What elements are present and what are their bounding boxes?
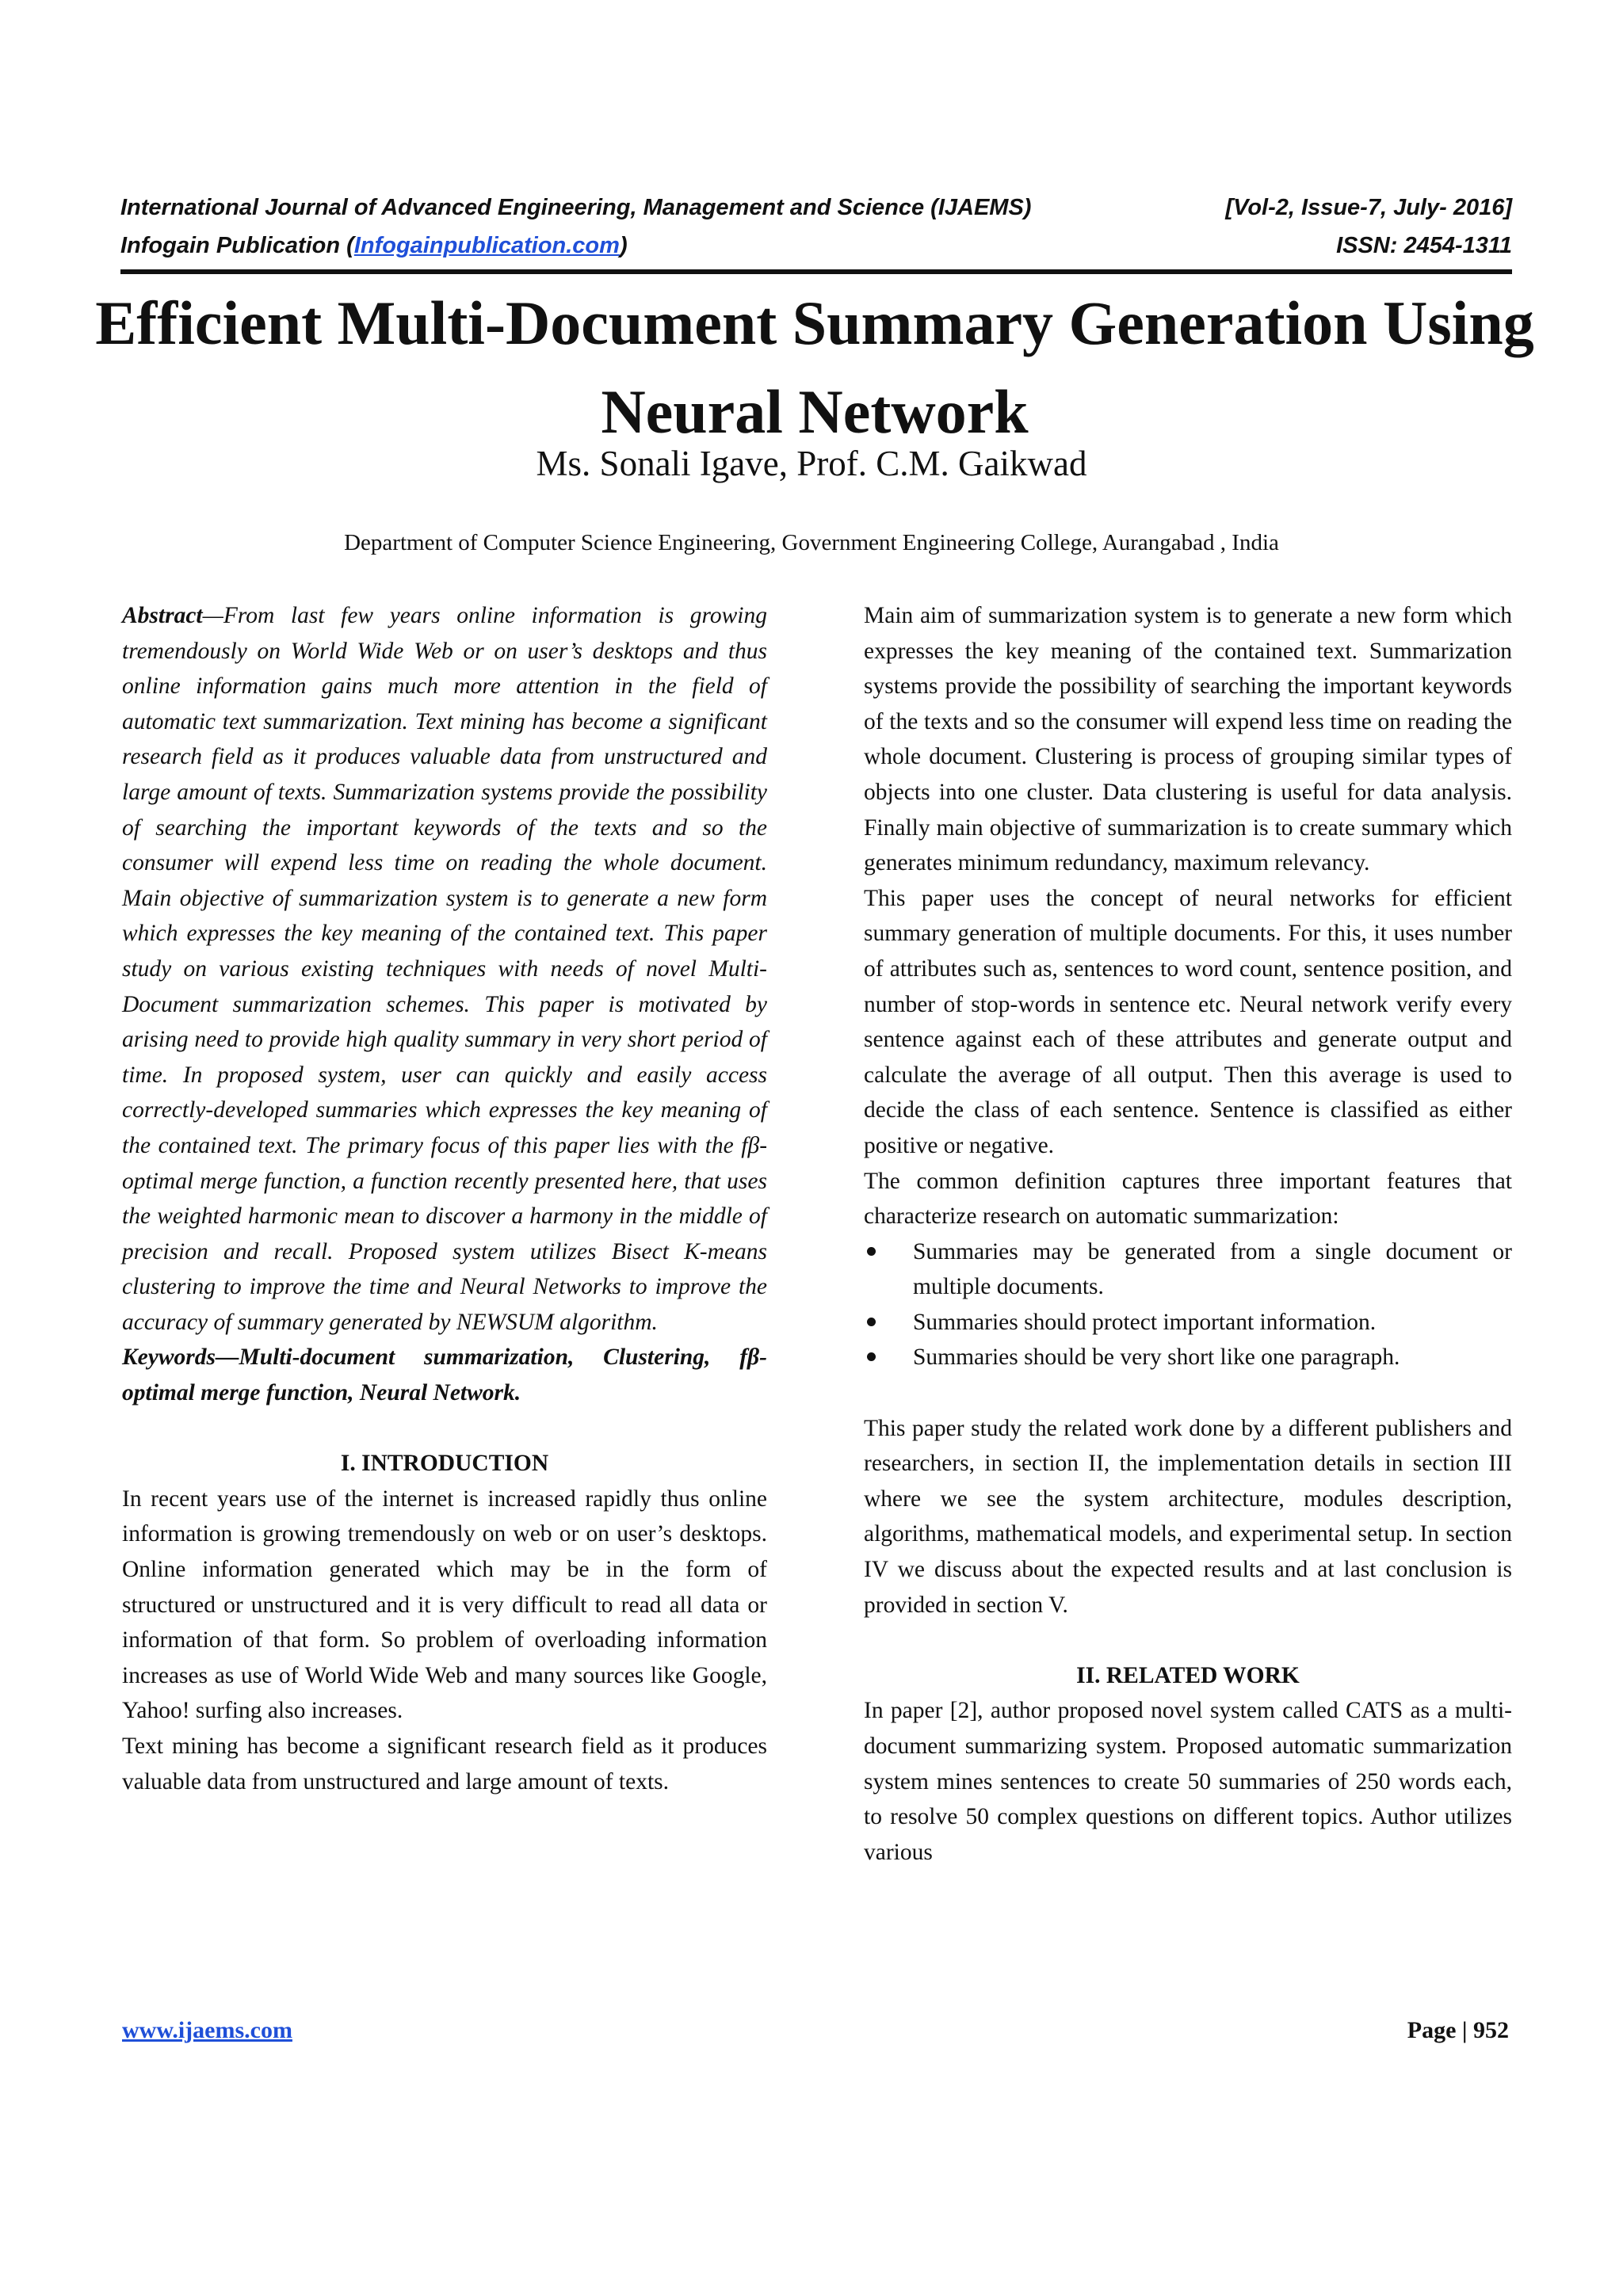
running-header bbox=[120, 189, 1512, 265]
page-number: Page | 952 bbox=[1407, 2017, 1509, 2043]
list-item: Summaries should be very short like one paragraph. bbox=[864, 1340, 1512, 1375]
right-paragraph-5: In paper [2], author proposed novel system called CATS as a multi-document summarizing system. Proposed automatic summarization system mines sentences to create 50 summaries of 250 words each, to resolve 50 complex questions on different topics. Author utilizes various bbox=[864, 1698, 1512, 1865]
keywords: Keywords—Multi-document summarization, Clustering, fβ-optimal merge function, Neural Network. bbox=[122, 1344, 767, 1406]
spacer bbox=[122, 1411, 767, 1447]
section-heading-related-work: II. RELATED WORK bbox=[1076, 1662, 1300, 1688]
abstract-label: Abstract bbox=[122, 603, 203, 628]
bullet-icon bbox=[867, 1247, 876, 1256]
header-divider bbox=[120, 269, 1512, 274]
right-paragraph-4: This paper study the related work done by a different publishers and researchers, in section II, the implementation details in section III where we see the system architecture, modules description, algorithms, mathematical models, and experimental setup. In section IV we discuss about the expected results and at last conclusion is provided in section V. bbox=[864, 1415, 1512, 1618]
abstract: Abstract—From last few years online information is growing tremendously on World Wide Web or on user’s desktops and thus online information gains much more attention in the field of automatic text summarization. Text mining has become a significant research field as it produces valuable data from unstructured and large amount of texts. Summarization systems provide the possibility of searching the important keywords of the texts and so the consumer will expend less time on reading the whole document. Main objective of summarization system is to generate a new form which expresses the key meaning of the contained text. This paper study on various existing techniques with needs of novel Multi-Document summarization schemes. This paper is motivated by arising need to provide high quality summary in very short period of time. In proposed system, user can quickly and easily access correctly-developed summaries which expresses the key meaning of the contained text. The primary focus of this paper lies with the fβ-optimal merge function, a function recently presented here, that uses the weighted harmonic mean to discover a harmony in the middle of precision and recall. Proposed system utilizes Bisect K-means clustering to improve the time and Neural Networks to improve the accuracy of summary generated by NEWSUM algorithm. bbox=[122, 603, 768, 1335]
right-paragraph-1: Main aim of summarization system is to generate a new form which expresses the key meaning of the contained text. Summarization systems provide the possibility of searching the important keywords of the texts and so the consumer will expend less time on reading the whole document. Clustering is process of grouping similar types of objects into one cluster. Data clustering is useful for data analysis. Finally main objective of summarization is to create summary which generates minimum redundancy, maximum relevancy. bbox=[864, 603, 1512, 876]
issn: ISSN: 2454-1311 bbox=[1336, 233, 1512, 258]
header-row-1 bbox=[120, 189, 1512, 227]
footer-url-link[interactable]: www.ijaems.com bbox=[122, 2017, 292, 2043]
intro-paragraph-2: Text mining has become a significant research field as it produces valuable data from unstructured and large amount of texts. bbox=[122, 1733, 767, 1794]
journal-name: International Journal of Advanced Engineering, Management and Science (IJAEMS) bbox=[120, 195, 1032, 220]
bullet-icon bbox=[867, 1352, 876, 1361]
f-beta-symbol: fβ bbox=[741, 1132, 760, 1158]
right-paragraph-3: The common definition captures three important features that characterize research on automatic summarization: bbox=[864, 1168, 1512, 1230]
left-column bbox=[122, 598, 767, 1799]
author-affiliation: Department of Computer Science Engineering, Government Engineering College, Aurangabad , India bbox=[344, 530, 1279, 555]
list-item: Summaries may be generated from a single document or multiple documents. bbox=[864, 1234, 1512, 1305]
right-column bbox=[864, 598, 1512, 1870]
publisher-link[interactable]: Infogainpublication.com bbox=[353, 233, 620, 258]
section-heading-introduction: I. INTRODUCTION bbox=[340, 1451, 549, 1477]
paper-title: Efficient Multi-Document Summary Generation Using Neural Network bbox=[95, 288, 1534, 446]
spacer bbox=[864, 1375, 1512, 1411]
f-beta-symbol: fβ bbox=[739, 1344, 760, 1371]
volume-issue: [Vol-2, Issue-7, July- 2016] bbox=[1225, 195, 1512, 220]
feature-list bbox=[864, 1234, 1512, 1375]
header-row-2 bbox=[120, 227, 1512, 265]
publisher: Infogain Publication (Infogainpublication.com) bbox=[120, 233, 628, 258]
intro-paragraph-1: In recent years use of the internet is increased rapidly thus online information is growing tremendously on web or on user’s desktops. Online information generated which may be in the form of structured or unstructured and it is very difficult to read all data or information of that form. So problem of overloading information increases as use of World Wide Web and many sources like Google, Yahoo! surfing also increases. bbox=[122, 1486, 767, 1724]
bullet-icon bbox=[867, 1318, 876, 1326]
spacer bbox=[864, 1623, 1512, 1658]
paper-authors: Ms. Sonali Igave, Prof. C.M. Gaikwad bbox=[536, 444, 1087, 483]
list-item: Summaries should protect important information. bbox=[864, 1305, 1512, 1341]
right-paragraph-2: This paper uses the concept of neural networks for efficient summary generation of multiple documents. For this, it uses number of attributes such as, sentences to word count, sentence position, and number of stop-words in sentence etc. Neural network verify every sentence against each of these attributes and generate output and calculate the average of all output. Then this average is used to decide the class of each sentence. Sentence is classified as either positive or negative. bbox=[864, 885, 1512, 1158]
